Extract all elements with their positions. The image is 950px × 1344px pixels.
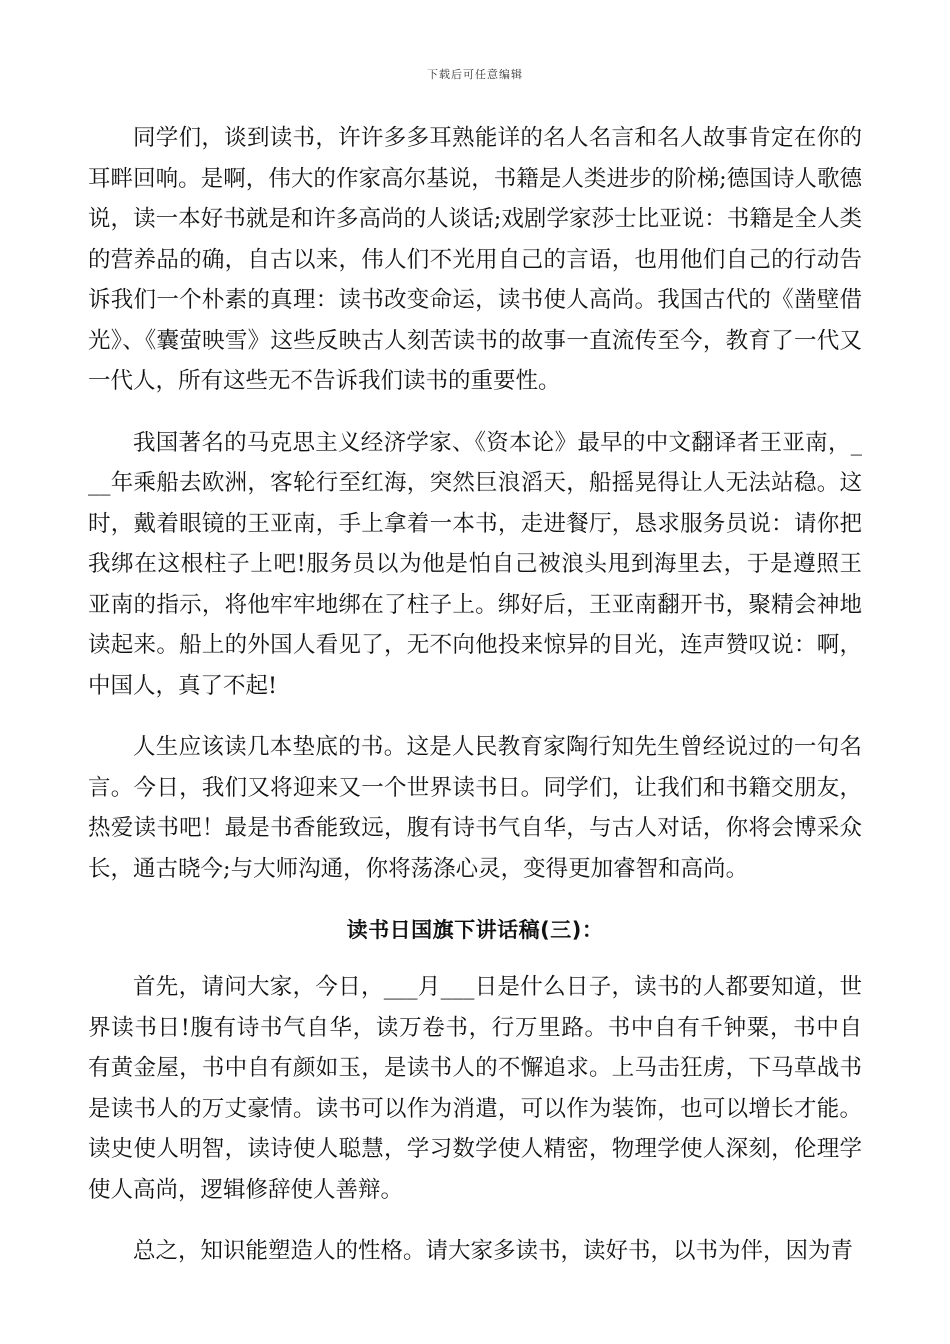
paragraph-1: 同学们，谈到读书，许许多多耳熟能详的名人名言和名人故事肯定在你的耳畔回响。是啊，伟大的作家高尔基说，书籍是人类进步的阶梯;德国诗人歌德说，读一本好书就是和许多高尚的人谈话;戏剧学家莎士比亚说：书籍是全人类的营养品的确，自古以来，伟人们不光用自己的言语，也用他们自己的行动告诉我们一个朴素的真理：读书改变命运，读书使人高尚。我国古代的《凿壁借光》、《囊萤映雪》这些反映古人刻苦读书的故事一直流传至今，教育了一代又一代人，所有这些无不告诉我们读书的重要性。 (88, 125, 862, 394)
paragraph-2: 我国著名的马克思主义经济学家、《资本论》最早的中文翻译者王亚南，___年乘船去欧洲，客轮行至红海，突然巨浪滔天，船摇晃得让人无法站稳。这时，戴着眼镜的王亚南，手上拿着一本书，走进餐厅，恳求服务员说：请你把我绑在这根柱子上吧!服务员以为他是怕自己被浪头甩到海里去，于是遵照王亚南的指示，将他牢牢地绑在了柱子上。绑好后，王亚南翻开书，聚精会神地读起来。船上的外国人看见了，无不向他投来惊异的目光，连声赞叹说：啊，中国人，真了不起! (88, 429, 862, 699)
section-paragraph-2: 总之，知识能塑造人的性格。请大家多读书，读好书，以书为伴，因为青 (133, 1238, 854, 1264)
document-body (88, 118, 862, 1293)
paragraph-3: 人生应该读几本垫底的书。这是人民教育家陶行知先生曾经说过的一句名言。今日，我们又将迎来又一个世界读书日。同学们，让我们和书籍交朋友，热爱读书吧！最是书香能致远，腹有诗书气自华，与古人对话，你将会博采众长，通古晓今;与大师沟通，你将荡涤心灵，变得更加睿智和高尚。 (88, 734, 862, 882)
section-paragraph-1: 首先，请问大家，今日，___月___日是什么日子，读书的人都要知道，世界读书日!腹有诗书气自华，读万卷书，行万里路。书中自有千钟粟，书中自有黄金屋，书中自有颜如玉，是读书人的不懈追求。上马击狂虏，下马草战书是读书人的万丈豪情。读书可以作为消遣，可以作为装饰，也可以增长才能。读史使人明智，读诗使人聪慧，学习数学使人精密，物理学使人深刻，伦理学使人高尚，逻辑修辞使人善辩。 (88, 974, 862, 1203)
header-note: 下载后可任意编辑 (427, 68, 523, 81)
section-title: 读书日国旗下讲话稿(三)： (346, 918, 604, 942)
